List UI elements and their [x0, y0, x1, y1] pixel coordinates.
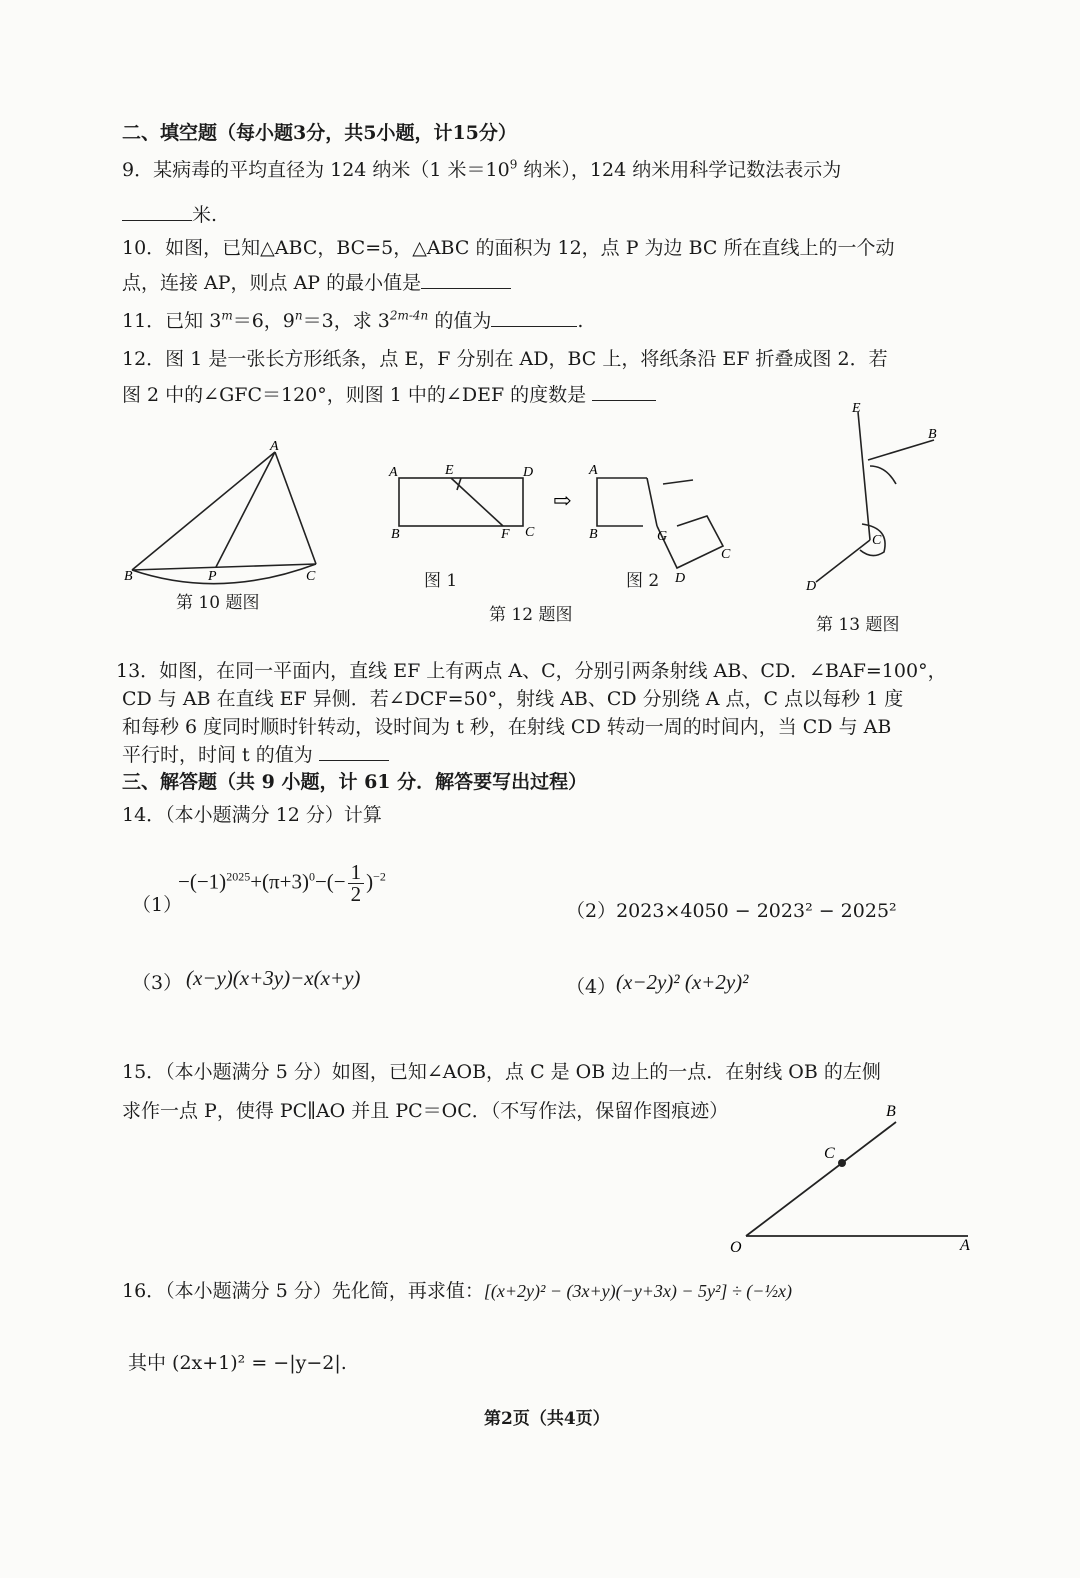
fig12-stroke [663, 480, 693, 484]
question-14-title: 14．（本小题满分 12 分）计算 [122, 804, 382, 826]
fig12-arrow: ⇨ [553, 489, 572, 514]
q14-p1-exp2: 0 [308, 869, 315, 884]
q14-p1-d: ) [366, 869, 374, 894]
q14-part3-label: （3） [132, 972, 183, 994]
q16-text: 16．（本小题满分 5 分）先化简，再求值： [122, 1280, 484, 1302]
fig13-label-c: C [872, 533, 882, 548]
figure-12-caption: 第 12 题图 [489, 605, 573, 625]
question-16-condition: 其中 (2x+1)² = −|y−2|. [128, 1352, 347, 1374]
figure-10-triangle [120, 440, 340, 590]
q14-part4-label: （4） [566, 976, 617, 998]
q14-p1-exp3: −2 [373, 869, 386, 884]
q11-text-post: 的值为 [428, 310, 492, 332]
fig13-label-e: E [852, 401, 861, 416]
fig12-label-c1: C [525, 525, 535, 540]
fig13-label-d: D [806, 579, 817, 594]
question-16-line1 [122, 1276, 792, 1303]
fig10-label-p: P [208, 569, 217, 584]
fig12-label-a2: A [589, 463, 598, 478]
fig15-label-a: A [960, 1237, 970, 1254]
q13-text: 平行时，时间 t 的值为 [122, 744, 313, 766]
fig10-label-c: C [306, 569, 316, 584]
q9-text: 9．某病毒的平均直径为 124 纳米（1 米＝10 [122, 159, 510, 181]
q11-text-mid1: ＝6，9 [232, 310, 295, 332]
figure-10-caption: 第 10 题图 [176, 593, 260, 613]
q12-answer-blank[interactable] [592, 382, 656, 401]
fig12-fold-edge [647, 478, 657, 526]
q11-exp-m: m [221, 308, 233, 323]
fig13-ray-cd [816, 540, 870, 582]
fig10-side-bc [132, 564, 316, 570]
fig12-label-f: F [501, 527, 510, 542]
q14-p1-denominator: 2 [350, 882, 362, 906]
q14-part2: （2）2023×4050 − 2023² − 2025² [566, 900, 897, 922]
question-12-line1: 12．图 1 是一张长方形纸条，点 E，F 分别在 AD，BC 上，将纸条沿 EF 折叠成图 2．若 [122, 348, 888, 370]
q9-text-b: 纳米），124 纳米用科学记数法表示为 [517, 159, 842, 181]
figure-13-rays [800, 400, 960, 600]
q14-part3-expression: (x−y)(x+3y)−x(x+y) [186, 966, 361, 990]
q14-part4-expression: (x−2y)² (x+2y)² [616, 970, 749, 994]
question-11 [122, 306, 583, 333]
q9-unit: 米. [192, 204, 218, 226]
fig13-ray-ab [868, 440, 934, 460]
question-13-line2: CD 与 AB 在直线 EF 异侧．若∠DCF=50°，射线 AB、CD 分别绕 A 点，C 点以每秒 1 度 [122, 688, 904, 710]
fig12-label-b1: B [391, 527, 400, 542]
question-15-line2: 求作一点 P，使得 PC∥AO 并且 PC＝OC．（不写作法，保留作图痕迹） [122, 1100, 729, 1122]
q14-p1-numerator: 1 [348, 862, 365, 884]
question-13-line4 [122, 740, 389, 767]
q11-text-mid2: ＝3，求 3 [302, 310, 390, 332]
fig15-label-c: C [824, 1145, 835, 1162]
figure-12-sub2: 图 2 [626, 571, 660, 591]
fig10-label-b: B [124, 569, 133, 584]
q14-part1-expression [178, 862, 386, 905]
question-15-line1: 15．（本小题满分 5 分）如图，已知∠AOB，点 C 是 OB 边上的一点．在射线 OB 的左侧 [122, 1061, 881, 1083]
fig12-label-b2: B [589, 527, 598, 542]
q14-p1-exp1: 2025 [226, 869, 251, 884]
question-13-line1: 13．如图，在同一平面内，直线 EF 上有两点 A、C，分别引两条射线 AB、CD．∠BAF=100°， [116, 660, 947, 682]
fig12-label-g: G [657, 529, 668, 544]
fig12-rect-1 [399, 478, 523, 526]
question-10-line2 [122, 268, 511, 295]
fig13-line-ef [858, 412, 870, 540]
page-footer: 第2页（共4页） [484, 1409, 610, 1429]
q14-p1-c: −(− [314, 869, 346, 894]
fig12-label-e: E [445, 463, 454, 478]
q14-p1-fraction [348, 862, 365, 905]
fig10-side-ac [275, 452, 316, 564]
q9-exponent: 9 [509, 157, 518, 172]
fig15-label-o: O [730, 1239, 742, 1256]
fig10-side-ab [132, 452, 275, 570]
fig12-label-d2: D [675, 571, 686, 586]
q16-expression: [(x+2y)² − (3x+y)(−y+3x) − 5y²] ÷ (−½x) [483, 1281, 792, 1301]
fig15-label-b: B [886, 1103, 896, 1120]
fig15-ray-ob [746, 1122, 896, 1236]
q13-answer-blank[interactable] [319, 742, 389, 761]
q14-p1-a: −(−1) [178, 869, 227, 894]
q11-answer-blank[interactable] [491, 308, 577, 327]
section-heading-fill-in: 二、填空题（每小题3分，共5小题，计15分） [122, 122, 517, 144]
q12-text: 图 2 中的∠GFC＝120°，则图 1 中的∠DEF 的度数是 [122, 384, 587, 406]
q11-exp-target: 2m-4n [389, 308, 429, 323]
fig15-point-c [838, 1159, 846, 1167]
q11-text-pre: 11．已知 3 [122, 310, 222, 332]
question-13-line3: 和每秒 6 度同时顺时针转动，设时间为 t 秒，在射线 CD 转动一周的时间内，当 CD 与 AB [122, 716, 892, 738]
q14-part1-label: （1） [132, 894, 183, 916]
fig12-label-d1: D [523, 465, 534, 480]
fig12-folded-left [597, 478, 647, 526]
question-12-line2 [122, 380, 656, 407]
q14-p1-b: +(π+3) [250, 869, 309, 894]
fig12-label-c2: C [721, 547, 731, 562]
fig12-label-a1: A [389, 465, 398, 480]
figure-12-sub1: 图 1 [424, 571, 458, 591]
fig13-label-b: B [928, 427, 937, 442]
fig10-segment-ap [216, 452, 275, 567]
q10-text: 点，连接 AP，则点 AP 的最小值是 [122, 272, 422, 294]
q11-period: . [577, 310, 584, 332]
figure-13-caption: 第 13 题图 [816, 615, 900, 635]
question-9-line2 [122, 200, 217, 227]
section-heading-answers: 三、解答题（共 9 小题，计 61 分．解答要写出过程） [122, 771, 588, 793]
figure-15-angle-aob [720, 1100, 990, 1260]
q11-exp-n: n [294, 308, 303, 323]
q9-answer-blank[interactable] [122, 202, 192, 221]
fig10-label-a: A [270, 439, 279, 454]
fig13-angle-arc-a [870, 466, 896, 484]
question-9-line1 [122, 155, 841, 182]
q10-answer-blank[interactable] [421, 270, 511, 289]
question-10-line1: 10．如图，已知△ABC，BC=5，△ABC 的面积为 12，点 P 为边 BC 所在直线上的一个动 [122, 237, 895, 259]
